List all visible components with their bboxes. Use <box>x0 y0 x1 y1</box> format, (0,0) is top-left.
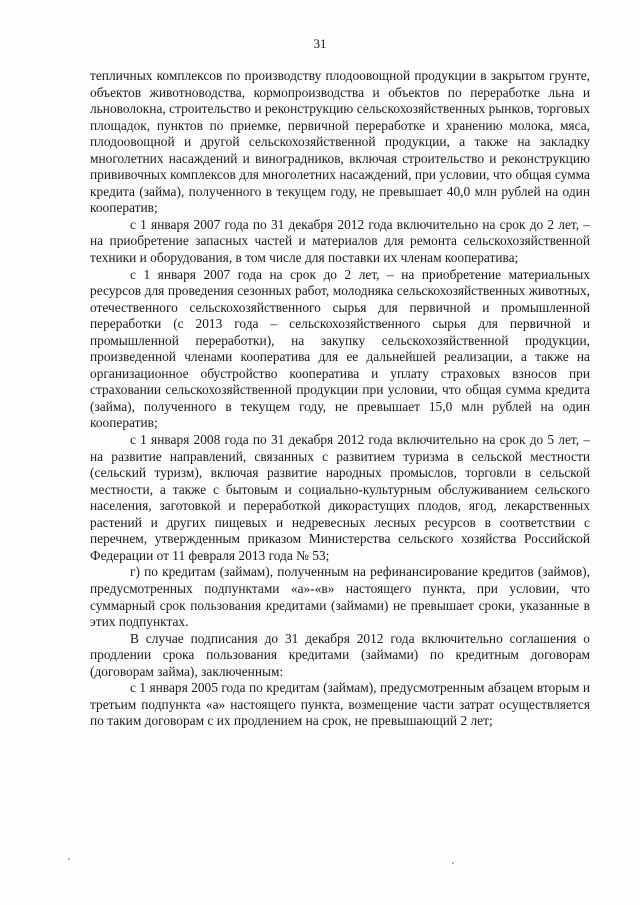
document-body <box>90 68 590 730</box>
paragraph-3: с 1 января 2007 года на срок до 2 лет, – на приобретение материальных ресурсов для проведения сезонных работ, молодняка сельскохозяйственных животных, отечественного сельскохозяйственного сырья для первичной и промышленной переработки (с 2013 года – сельскохозяйственного сырья для первичной и промышленной переработки), на закупку сельскохозяйственной продукции, произведенной членами кооператива для ее дальнейшей реализации, а также на организационное обустройство кооператива и уплату страховых взносов при страховании сельскохозяйственной продукции при условии, что общая сумма кредита (займа), полученного в текущем году, не превышает 15,0 млн рублей на один кооператив; <box>90 266 590 431</box>
paragraph-5: г) по кредитам (займам), полученным на рефинансирование кредитов (займов), предусмотренных подпунктами «а»-«в» настоящего пункта, при условии, что суммарный срок пользования кредитами (займами) не превышает сроки, указанные в этих подпунктах. <box>90 564 590 630</box>
paragraph-1: тепличных комплексов по производству плодоовощной продукции в закрытом грунте, объектов животноводства, кормопроизводства и объектов по переработке льна и льноволокна, строительство и реконструкцию сельскохозяйственных рынков, торговых площадок, пунктов по приемке, первичной переработке и хранению молока, мяса, плодоовощной и другой сельскохозяйственной продукции, а также на закладку многолетних насаждений и виноградников, включая строительство и реконструкцию прививочных комплексов для многолетних насаждений, при условии, что общая сумма кредита (займа), полученного в текущем году, не превышает 40,0 млн рублей на один кооператив; <box>90 68 590 216</box>
scan-speck <box>452 862 454 864</box>
paragraph-2: с 1 января 2007 года по 31 декабря 2012 года включительно на срок до 2 лет, – на приобретение запасных частей и материалов для ремонта сельскохозяйственной техники и оборудования, в том числе для поставки их членам кооператива; <box>90 216 590 266</box>
paragraph-7: с 1 января 2005 года по кредитам (займам), предусмотренным абзацем вторым и третьим подпункта «а» настоящего пункта, возмещение части затрат осуществляется по таким договорам с их продлением на срок, не превышающий 2 лет; <box>90 680 590 729</box>
paragraph-4: с 1 января 2008 года по 31 декабря 2012 года включительно на срок до 5 лет, – на развитие направлений, связанных с развитием туризма в сельской местности (сельский туризм), включая развитие народных промыслов, торговли в сельской местности, а также с бытовым и социально-культурным обслуживанием сельского населения, заготовкой и переработкой дикорастущих плодов, ягод, лекарственных растений и других пищевых и недревесных лесных ресурсов в соответствии с перечнем, утвержденным приказом Министерства сельского хозяйства Российской Федерации от 11 февраля 2013 года № 53; <box>90 432 590 563</box>
paragraph-6: В случае подписания до 31 декабря 2012 года включительно соглашения о продлении срока пользования кредитами (займами) по кредитным договорам (договорам займа), заключенным: <box>90 630 590 679</box>
page-number: 31 <box>313 36 327 51</box>
scan-speck <box>68 858 70 860</box>
